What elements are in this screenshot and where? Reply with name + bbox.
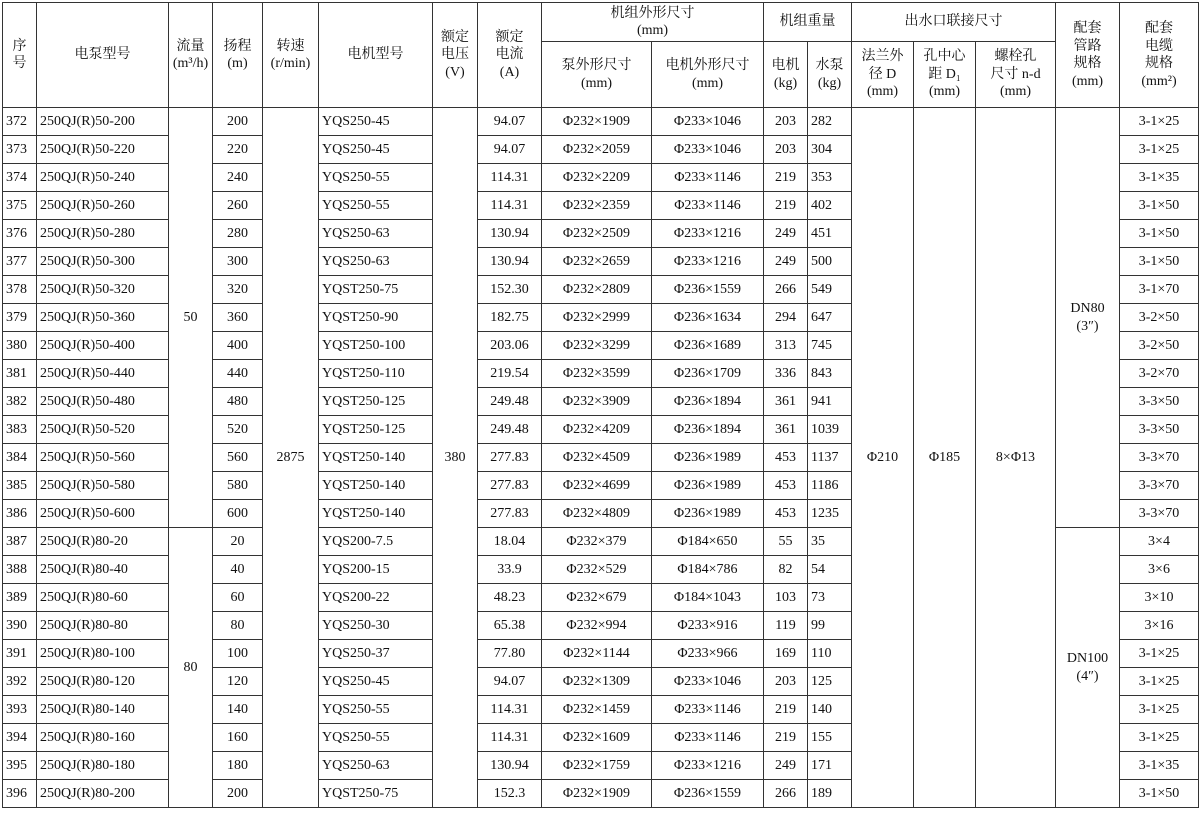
- cell-motor-weight: 55: [764, 528, 808, 556]
- cell-motor-dim: Φ236×1989: [652, 500, 764, 528]
- cell-current: 18.04: [478, 528, 542, 556]
- cell-motor-dim: Φ236×1894: [652, 416, 764, 444]
- cell-motor: YQST250-125: [319, 416, 433, 444]
- cell-head: 280: [213, 220, 263, 248]
- cell-pump-dim: Φ232×2659: [542, 248, 652, 276]
- cell-seq: 381: [3, 360, 37, 388]
- cell-motor-weight: 361: [764, 388, 808, 416]
- cell-motor: YQST250-110: [319, 360, 433, 388]
- cell-model: 250QJ(R)50-400: [37, 332, 169, 360]
- cell-current: 152.30: [478, 276, 542, 304]
- cell-motor-dim: Φ233×1146: [652, 192, 764, 220]
- table-header: [3, 3, 1199, 108]
- cell-model: 250QJ(R)80-120: [37, 668, 169, 696]
- cell-current: 249.48: [478, 388, 542, 416]
- cell-motor-dim: Φ236×1709: [652, 360, 764, 388]
- cell-seq: 385: [3, 472, 37, 500]
- cell-current: 77.80: [478, 640, 542, 668]
- cell-pump-weight: 451: [808, 220, 852, 248]
- cell-model: 250QJ(R)50-240: [37, 164, 169, 192]
- cell-pump-weight: 1186: [808, 472, 852, 500]
- cell-model: 250QJ(R)50-220: [37, 136, 169, 164]
- cell-pipe-dn80: DN80 (3″): [1056, 108, 1120, 528]
- cell-cable: 3×16: [1120, 612, 1199, 640]
- cell-motor-dim: Φ233×1216: [652, 752, 764, 780]
- cell-model: 250QJ(R)80-180: [37, 752, 169, 780]
- cell-cable: 3-1×50: [1120, 220, 1199, 248]
- cell-head: 520: [213, 416, 263, 444]
- cell-current: 130.94: [478, 220, 542, 248]
- cell-cable: 3-1×25: [1120, 136, 1199, 164]
- cell-motor-dim: Φ233×1216: [652, 220, 764, 248]
- cell-current: 48.23: [478, 584, 542, 612]
- cell-pump-weight: 745: [808, 332, 852, 360]
- cell-motor-weight: 203: [764, 108, 808, 136]
- cell-seq: 393: [3, 696, 37, 724]
- header-voltage: 额定 电压 (V): [433, 3, 478, 108]
- cell-pump-dim: Φ232×3299: [542, 332, 652, 360]
- cell-head: 160: [213, 724, 263, 752]
- cell-pump-weight: 99: [808, 612, 852, 640]
- cell-model: 250QJ(R)50-440: [37, 360, 169, 388]
- cell-head: 60: [213, 584, 263, 612]
- cell-model: 250QJ(R)50-600: [37, 500, 169, 528]
- cell-current: 277.83: [478, 472, 542, 500]
- cell-current: 94.07: [478, 108, 542, 136]
- cell-motor-weight: 361: [764, 416, 808, 444]
- cell-model: 250QJ(R)50-580: [37, 472, 169, 500]
- cell-motor-dim: Φ233×1046: [652, 136, 764, 164]
- header-hole-center: 孔中心 距 D₁ (mm): [914, 42, 976, 108]
- cell-seq: 384: [3, 444, 37, 472]
- cell-pump-dim: Φ232×2509: [542, 220, 652, 248]
- cell-motor-weight: 266: [764, 780, 808, 808]
- header-pump-dim: 泵外形尺寸 (mm): [542, 42, 652, 108]
- cell-pump-weight: 500: [808, 248, 852, 276]
- cell-flow-50: 50: [169, 108, 213, 528]
- cell-motor-dim: Φ236×1559: [652, 276, 764, 304]
- header-motor-weight: 电机 (kg): [764, 42, 808, 108]
- cell-motor-dim: Φ236×1894: [652, 388, 764, 416]
- cell-pump-dim: Φ232×4509: [542, 444, 652, 472]
- cell-head: 320: [213, 276, 263, 304]
- cell-model: 250QJ(R)80-40: [37, 556, 169, 584]
- cell-motor-weight: 336: [764, 360, 808, 388]
- cell-head: 200: [213, 780, 263, 808]
- cell-motor-weight: 453: [764, 472, 808, 500]
- cell-motor-dim: Φ233×916: [652, 612, 764, 640]
- cell-motor: YQST250-75: [319, 276, 433, 304]
- cell-motor-weight: 219: [764, 696, 808, 724]
- cell-motor-weight: 169: [764, 640, 808, 668]
- cell-cable: 3-1×50: [1120, 192, 1199, 220]
- cell-pump-dim: Φ232×2809: [542, 276, 652, 304]
- cell-head: 40: [213, 556, 263, 584]
- cell-seq: 377: [3, 248, 37, 276]
- cell-current: 152.3: [478, 780, 542, 808]
- cell-pump-weight: 125: [808, 668, 852, 696]
- cell-motor-weight: 203: [764, 136, 808, 164]
- cell-motor: YQS250-45: [319, 136, 433, 164]
- cell-head: 80: [213, 612, 263, 640]
- cell-head: 200: [213, 108, 263, 136]
- cell-motor-weight: 219: [764, 192, 808, 220]
- cell-pump-dim: Φ232×1309: [542, 668, 652, 696]
- cell-pump-weight: 1235: [808, 500, 852, 528]
- cell-cable: 3-3×50: [1120, 416, 1199, 444]
- cell-pump-dim: Φ232×1759: [542, 752, 652, 780]
- cell-motor-dim: Φ236×1634: [652, 304, 764, 332]
- cell-current: 130.94: [478, 752, 542, 780]
- header-cable: 配套 电缆 规格 (mm²): [1120, 3, 1199, 108]
- cell-pump-weight: 549: [808, 276, 852, 304]
- cell-model: 250QJ(R)80-60: [37, 584, 169, 612]
- cell-pump-dim: Φ232×1909: [542, 780, 652, 808]
- cell-motor: YQS250-45: [319, 668, 433, 696]
- cell-current: 114.31: [478, 164, 542, 192]
- cell-cable: 3×6: [1120, 556, 1199, 584]
- cell-head: 20: [213, 528, 263, 556]
- cell-motor: YQST250-90: [319, 304, 433, 332]
- cell-pump-dim: Φ232×1909: [542, 108, 652, 136]
- cell-pump-dim: Φ232×679: [542, 584, 652, 612]
- cell-head: 100: [213, 640, 263, 668]
- cell-cable: 3-1×25: [1120, 668, 1199, 696]
- cell-pump-dim: Φ232×2209: [542, 164, 652, 192]
- cell-seq: 380: [3, 332, 37, 360]
- cell-head: 120: [213, 668, 263, 696]
- cell-motor: YQS200-22: [319, 584, 433, 612]
- cell-pump-dim: Φ232×3599: [542, 360, 652, 388]
- header-motor: 电机型号: [319, 3, 433, 108]
- cell-model: 250QJ(R)50-280: [37, 220, 169, 248]
- cell-model: 250QJ(R)80-20: [37, 528, 169, 556]
- cell-cable: 3-2×50: [1120, 304, 1199, 332]
- cell-current: 33.9: [478, 556, 542, 584]
- header-dims: 机组外形尺寸 (mm): [542, 3, 764, 42]
- cell-pump-dim: Φ232×2059: [542, 136, 652, 164]
- cell-motor: YQS250-55: [319, 164, 433, 192]
- cell-motor-dim: Φ233×1146: [652, 724, 764, 752]
- cell-motor-weight: 294: [764, 304, 808, 332]
- cell-current: 203.06: [478, 332, 542, 360]
- header-flow: 流量 (m³/h): [169, 3, 213, 108]
- cell-motor-dim: Φ233×966: [652, 640, 764, 668]
- cell-cable: 3×10: [1120, 584, 1199, 612]
- cell-motor: YQST250-140: [319, 500, 433, 528]
- cell-current: 130.94: [478, 248, 542, 276]
- cell-pump-weight: 353: [808, 164, 852, 192]
- cell-motor: YQS250-63: [319, 248, 433, 276]
- cell-model: 250QJ(R)80-140: [37, 696, 169, 724]
- cell-cable: 3-1×25: [1120, 724, 1199, 752]
- cell-pump-weight: 1137: [808, 444, 852, 472]
- cell-pump-weight: 189: [808, 780, 852, 808]
- cell-seq: 392: [3, 668, 37, 696]
- cell-head: 480: [213, 388, 263, 416]
- cell-motor: YQS250-45: [319, 108, 433, 136]
- cell-cable: 3-3×50: [1120, 388, 1199, 416]
- cell-pump-weight: 647: [808, 304, 852, 332]
- cell-cable: 3-3×70: [1120, 472, 1199, 500]
- cell-model: 250QJ(R)50-520: [37, 416, 169, 444]
- cell-hole-center: Φ185: [914, 108, 976, 808]
- cell-model: 250QJ(R)80-100: [37, 640, 169, 668]
- cell-cable: 3×4: [1120, 528, 1199, 556]
- cell-pump-weight: 1039: [808, 416, 852, 444]
- cell-seq: 383: [3, 416, 37, 444]
- cell-motor: YQST250-140: [319, 444, 433, 472]
- cell-motor-dim: Φ236×1989: [652, 472, 764, 500]
- cell-model: 250QJ(R)50-200: [37, 108, 169, 136]
- cell-cable: 3-1×50: [1120, 248, 1199, 276]
- cell-model: 250QJ(R)50-480: [37, 388, 169, 416]
- cell-motor-dim: Φ236×1689: [652, 332, 764, 360]
- cell-motor-dim: Φ184×650: [652, 528, 764, 556]
- cell-motor: YQS200-15: [319, 556, 433, 584]
- cell-model: 250QJ(R)50-360: [37, 304, 169, 332]
- cell-pump-weight: 843: [808, 360, 852, 388]
- header-seq: 序 号: [3, 3, 37, 108]
- cell-current: 277.83: [478, 500, 542, 528]
- cell-head: 260: [213, 192, 263, 220]
- header-bolt: 螺栓孔 尺寸 n-d (mm): [976, 42, 1056, 108]
- cell-motor-weight: 453: [764, 444, 808, 472]
- cell-pump-weight: 402: [808, 192, 852, 220]
- cell-pipe-dn100: DN100 (4″): [1056, 528, 1120, 808]
- header-current: 额定 电流 (A): [478, 3, 542, 108]
- cell-motor-weight: 219: [764, 724, 808, 752]
- header-head: 扬程 (m): [213, 3, 263, 108]
- cell-seq: 376: [3, 220, 37, 248]
- cell-pump-weight: 140: [808, 696, 852, 724]
- cell-motor: YQS250-30: [319, 612, 433, 640]
- cell-motor-dim: Φ184×786: [652, 556, 764, 584]
- cell-cable: 3-2×70: [1120, 360, 1199, 388]
- cell-motor-dim: Φ236×1559: [652, 780, 764, 808]
- cell-pump-dim: Φ232×529: [542, 556, 652, 584]
- cell-motor-weight: 82: [764, 556, 808, 584]
- cell-pump-dim: Φ232×4699: [542, 472, 652, 500]
- cell-pump-dim: Φ232×1144: [542, 640, 652, 668]
- cell-seq: 387: [3, 528, 37, 556]
- cell-motor-weight: 103: [764, 584, 808, 612]
- cell-seq: 394: [3, 724, 37, 752]
- cell-current: 94.07: [478, 136, 542, 164]
- header-motor-dim: 电机外形尺寸 (mm): [652, 42, 764, 108]
- cell-pump-weight: 941: [808, 388, 852, 416]
- cell-head: 600: [213, 500, 263, 528]
- cell-motor: YQST250-125: [319, 388, 433, 416]
- cell-head: 580: [213, 472, 263, 500]
- cell-motor: YQS250-63: [319, 752, 433, 780]
- cell-seq: 386: [3, 500, 37, 528]
- cell-seq: 382: [3, 388, 37, 416]
- cell-model: 250QJ(R)50-320: [37, 276, 169, 304]
- cell-cable: 3-1×50: [1120, 780, 1199, 808]
- cell-head: 140: [213, 696, 263, 724]
- cell-motor-weight: 453: [764, 500, 808, 528]
- cell-motor: YQS250-37: [319, 640, 433, 668]
- cell-pump-dim: Φ232×2999: [542, 304, 652, 332]
- cell-pump-weight: 304: [808, 136, 852, 164]
- cell-seq: 395: [3, 752, 37, 780]
- header-pipe: 配套 管路 规格 (mm): [1056, 3, 1120, 108]
- header-speed: 转速 (r/min): [263, 3, 319, 108]
- header-flange: 法兰外 径 D (mm): [852, 42, 914, 108]
- cell-model: 250QJ(R)50-260: [37, 192, 169, 220]
- cell-cable: 3-1×25: [1120, 108, 1199, 136]
- cell-current: 114.31: [478, 696, 542, 724]
- header-pump-weight: 水泵 (kg): [808, 42, 852, 108]
- cell-head: 240: [213, 164, 263, 192]
- cell-pump-weight: 155: [808, 724, 852, 752]
- cell-head: 400: [213, 332, 263, 360]
- cell-motor-weight: 249: [764, 220, 808, 248]
- cell-seq: 388: [3, 556, 37, 584]
- cell-pump-weight: 110: [808, 640, 852, 668]
- cell-seq: 396: [3, 780, 37, 808]
- cell-cable: 3-3×70: [1120, 444, 1199, 472]
- cell-flow-80: 80: [169, 528, 213, 808]
- cell-pump-weight: 73: [808, 584, 852, 612]
- cell-model: 250QJ(R)80-160: [37, 724, 169, 752]
- cell-cable: 3-3×70: [1120, 500, 1199, 528]
- table-body: [3, 108, 1199, 808]
- cell-motor-dim: Φ233×1046: [652, 668, 764, 696]
- cell-model: 250QJ(R)80-200: [37, 780, 169, 808]
- cell-pump-weight: 171: [808, 752, 852, 780]
- header-weight: 机组重量: [764, 3, 852, 42]
- cell-flange: Φ210: [852, 108, 914, 808]
- cell-motor-weight: 203: [764, 668, 808, 696]
- cell-motor: YQS250-55: [319, 192, 433, 220]
- cell-motor-weight: 219: [764, 164, 808, 192]
- cell-pump-dim: Φ232×3909: [542, 388, 652, 416]
- cell-motor: YQS200-7.5: [319, 528, 433, 556]
- cell-motor: YQST250-140: [319, 472, 433, 500]
- cell-seq: 373: [3, 136, 37, 164]
- cell-bolt: 8×Φ13: [976, 108, 1056, 808]
- cell-seq: 372: [3, 108, 37, 136]
- cell-cable: 3-1×70: [1120, 276, 1199, 304]
- cell-pump-dim: Φ232×1609: [542, 724, 652, 752]
- cell-motor: YQST250-100: [319, 332, 433, 360]
- cell-motor: YQS250-55: [319, 696, 433, 724]
- cell-motor-dim: Φ184×1043: [652, 584, 764, 612]
- header-model: 电泵型号: [37, 3, 169, 108]
- cell-cable: 3-1×25: [1120, 696, 1199, 724]
- cell-head: 180: [213, 752, 263, 780]
- cell-pump-weight: 35: [808, 528, 852, 556]
- cell-cable: 3-1×35: [1120, 752, 1199, 780]
- cell-motor-weight: 249: [764, 752, 808, 780]
- cell-cable: 3-2×50: [1120, 332, 1199, 360]
- cell-current: 94.07: [478, 668, 542, 696]
- cell-pump-dim: Φ232×4209: [542, 416, 652, 444]
- cell-motor-dim: Φ233×1216: [652, 248, 764, 276]
- table-row: [3, 108, 1199, 136]
- cell-head: 440: [213, 360, 263, 388]
- cell-motor-dim: Φ233×1046: [652, 108, 764, 136]
- cell-current: 249.48: [478, 416, 542, 444]
- cell-seq: 375: [3, 192, 37, 220]
- cell-motor: YQS250-55: [319, 724, 433, 752]
- cell-model: 250QJ(R)50-560: [37, 444, 169, 472]
- header-outlet: 出水口联接尺寸: [852, 3, 1056, 42]
- cell-voltage: 380: [433, 108, 478, 808]
- cell-current: 219.54: [478, 360, 542, 388]
- pump-spec-table: [2, 2, 1199, 808]
- cell-head: 300: [213, 248, 263, 276]
- cell-motor-dim: Φ236×1989: [652, 444, 764, 472]
- cell-current: 182.75: [478, 304, 542, 332]
- cell-model: 250QJ(R)50-300: [37, 248, 169, 276]
- cell-pump-dim: Φ232×994: [542, 612, 652, 640]
- cell-motor: YQST250-75: [319, 780, 433, 808]
- cell-speed: 2875: [263, 108, 319, 808]
- cell-motor-weight: 266: [764, 276, 808, 304]
- cell-cable: 3-1×35: [1120, 164, 1199, 192]
- cell-model: 250QJ(R)80-80: [37, 612, 169, 640]
- cell-head: 560: [213, 444, 263, 472]
- cell-seq: 390: [3, 612, 37, 640]
- cell-pump-dim: Φ232×4809: [542, 500, 652, 528]
- cell-motor-weight: 249: [764, 248, 808, 276]
- cell-seq: 389: [3, 584, 37, 612]
- cell-motor: YQS250-63: [319, 220, 433, 248]
- cell-current: 114.31: [478, 724, 542, 752]
- cell-current: 114.31: [478, 192, 542, 220]
- cell-pump-weight: 282: [808, 108, 852, 136]
- cell-pump-dim: Φ232×379: [542, 528, 652, 556]
- cell-seq: 374: [3, 164, 37, 192]
- cell-seq: 378: [3, 276, 37, 304]
- cell-head: 220: [213, 136, 263, 164]
- cell-seq: 391: [3, 640, 37, 668]
- cell-motor-dim: Φ233×1146: [652, 164, 764, 192]
- cell-pump-dim: Φ232×1459: [542, 696, 652, 724]
- cell-current: 277.83: [478, 444, 542, 472]
- cell-pump-weight: 54: [808, 556, 852, 584]
- cell-motor-dim: Φ233×1146: [652, 696, 764, 724]
- cell-current: 65.38: [478, 612, 542, 640]
- cell-motor-weight: 119: [764, 612, 808, 640]
- cell-cable: 3-1×25: [1120, 640, 1199, 668]
- cell-seq: 379: [3, 304, 37, 332]
- cell-head: 360: [213, 304, 263, 332]
- cell-motor-weight: 313: [764, 332, 808, 360]
- cell-pump-dim: Φ232×2359: [542, 192, 652, 220]
